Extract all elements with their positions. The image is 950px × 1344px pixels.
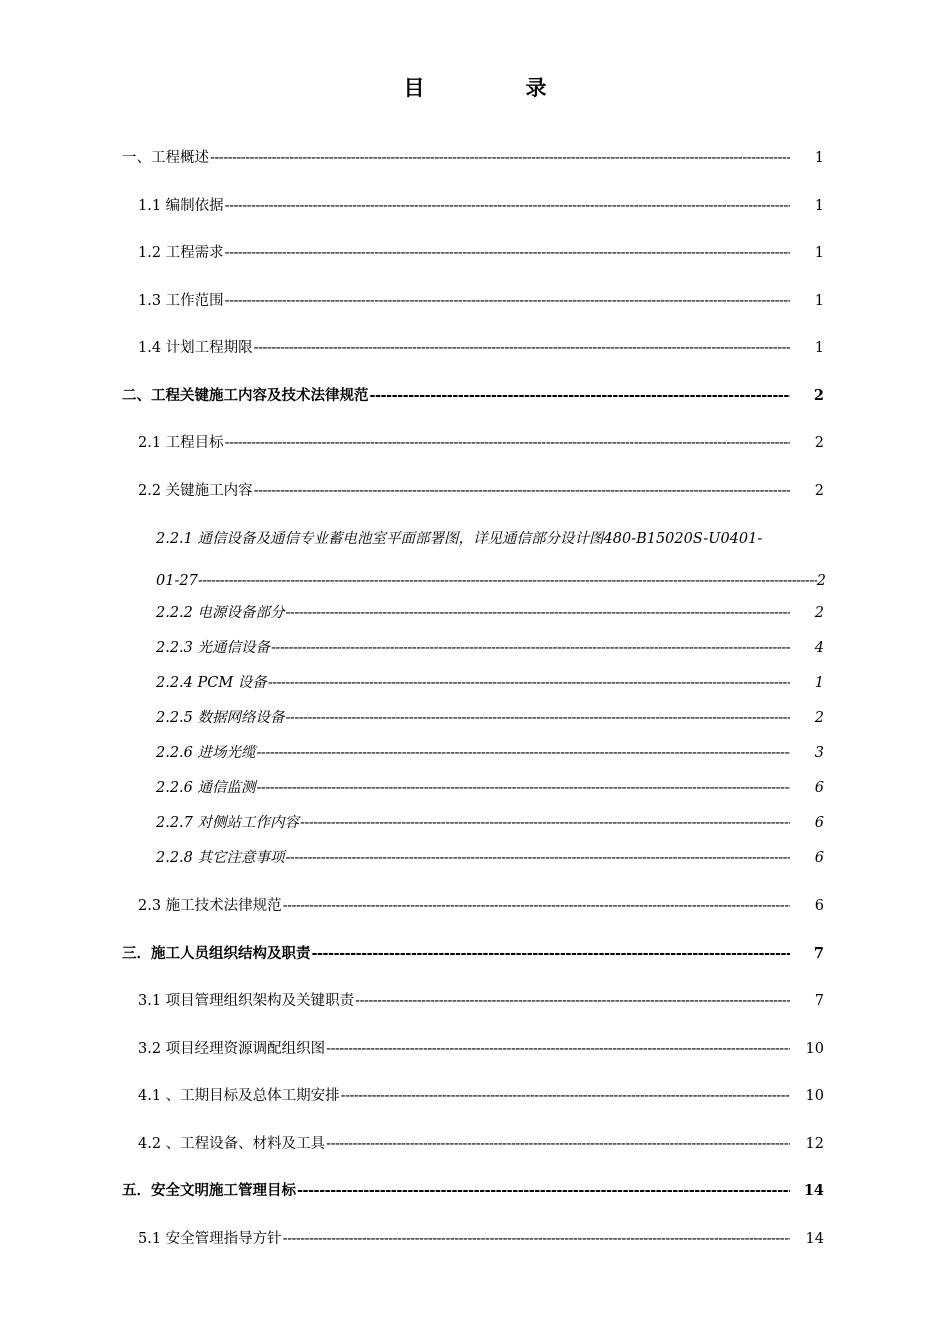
toc-entry[interactable] bbox=[138, 194, 824, 218]
dot-leader bbox=[326, 1037, 790, 1061]
toc-entry[interactable] bbox=[122, 1179, 824, 1203]
toc-page-number: 1 bbox=[814, 675, 824, 691]
dot-leader bbox=[312, 942, 791, 966]
toc-entry-text: 2.2.8 其它注意事项 bbox=[156, 850, 285, 866]
toc-entry[interactable] bbox=[156, 846, 824, 870]
toc-page-number: 1 bbox=[814, 198, 824, 214]
toc-entry-text: 4.2 、工程设备、材料及工具 bbox=[138, 1136, 326, 1152]
toc-entry[interactable] bbox=[138, 241, 824, 265]
toc-entry-text: 1.1 编制依据 bbox=[138, 198, 224, 214]
toc-page-number: 2 bbox=[813, 387, 824, 404]
toc-entry-text: 2.2.4 PCM 设备 bbox=[156, 675, 267, 691]
dot-leader bbox=[198, 569, 817, 593]
toc-entry[interactable] bbox=[138, 894, 824, 918]
toc-entry[interactable] bbox=[138, 989, 824, 1013]
toc-entry[interactable] bbox=[138, 431, 824, 455]
toc-entry-text: 一、工程概述 bbox=[122, 150, 209, 166]
toc-entry-text: 2.2.7 对侧站工作内容 bbox=[156, 815, 300, 831]
dot-leader bbox=[254, 336, 790, 360]
toc-entry-text: 4.1 、工期目标及总体工期安排 bbox=[138, 1088, 340, 1104]
toc-entry[interactable] bbox=[138, 1037, 824, 1061]
toc-entry[interactable] bbox=[122, 146, 824, 170]
toc-page-number: 2 bbox=[816, 573, 826, 589]
dot-leader bbox=[225, 289, 790, 313]
toc-page-number: 2 bbox=[814, 483, 824, 499]
toc-page-number: 14 bbox=[805, 1231, 824, 1247]
toc-entry[interactable] bbox=[156, 706, 824, 730]
toc-entry[interactable] bbox=[138, 289, 824, 313]
toc-entry[interactable] bbox=[138, 479, 824, 503]
toc-entry[interactable] bbox=[138, 1227, 824, 1251]
toc-page-number: 14 bbox=[803, 1182, 824, 1199]
dot-leader bbox=[341, 1084, 790, 1108]
dot-leader bbox=[268, 671, 790, 695]
toc-entry-text-continued: 01-27 bbox=[156, 573, 198, 589]
dot-leader bbox=[297, 1179, 790, 1203]
toc-entry-text: 五．安全文明施工管理目标 bbox=[122, 1182, 296, 1199]
toc-page-number: 6 bbox=[814, 815, 824, 831]
toc-page-number: 7 bbox=[814, 993, 824, 1009]
toc-entry-text: 2.2 关键施工内容 bbox=[138, 483, 253, 499]
dot-leader bbox=[326, 1132, 790, 1156]
toc-entry[interactable] bbox=[156, 636, 824, 660]
toc-page-number: 1 bbox=[814, 340, 824, 356]
toc-entry[interactable] bbox=[138, 1132, 824, 1156]
toc-title: 目 录 bbox=[403, 75, 587, 100]
toc-entry-text: 2.3 施工技术法律规范 bbox=[138, 898, 282, 914]
toc-page-number: 4 bbox=[814, 640, 824, 656]
dot-leader bbox=[370, 384, 791, 408]
toc-entry[interactable] bbox=[156, 741, 824, 765]
toc-entry[interactable] bbox=[122, 942, 824, 966]
toc-page-number: 1 bbox=[814, 245, 824, 261]
dot-leader bbox=[225, 194, 790, 218]
dot-leader bbox=[283, 894, 790, 918]
toc-page-number: 12 bbox=[805, 1136, 824, 1152]
toc-entry-text: 2.2.3 光通信设备 bbox=[156, 640, 271, 656]
dot-leader bbox=[286, 601, 790, 625]
toc-entry-text: 1.2 工程需求 bbox=[138, 245, 224, 261]
toc-entry-text: 3.1 项目管理组织架构及关键职责 bbox=[138, 993, 355, 1009]
dot-leader bbox=[254, 479, 790, 503]
dot-leader bbox=[300, 811, 790, 835]
dot-leader bbox=[286, 846, 790, 870]
toc-entry[interactable] bbox=[156, 811, 824, 835]
dot-leader bbox=[225, 241, 790, 265]
dot-leader bbox=[286, 706, 790, 730]
toc-entry-text: 5.1 安全管理指导方针 bbox=[138, 1231, 282, 1247]
dot-leader bbox=[271, 636, 790, 660]
toc-entry-text: 三．施工人员组织结构及职责 bbox=[122, 945, 311, 962]
toc-page-number: 10 bbox=[805, 1088, 824, 1104]
toc-entry-text: 1.3 工作范围 bbox=[138, 293, 224, 309]
toc-entry[interactable] bbox=[156, 601, 824, 625]
toc-page-number: 6 bbox=[814, 780, 824, 796]
toc-entry[interactable] bbox=[156, 527, 826, 593]
dot-leader bbox=[210, 146, 790, 170]
toc-entry-text: 2.2.5 数据网络设备 bbox=[156, 710, 285, 726]
dot-leader bbox=[355, 989, 790, 1013]
dot-leader bbox=[257, 741, 790, 765]
dot-leader bbox=[257, 776, 790, 800]
toc-page-number: 6 bbox=[814, 898, 824, 914]
toc-page-number: 6 bbox=[814, 850, 824, 866]
dot-leader bbox=[225, 431, 790, 455]
toc-page-number: 7 bbox=[813, 945, 824, 962]
toc-page-number: 1 bbox=[814, 293, 824, 309]
toc-entry[interactable] bbox=[122, 384, 824, 408]
toc-page-number: 2 bbox=[814, 605, 824, 621]
toc-entry[interactable] bbox=[156, 776, 824, 800]
toc-entry-text: 2.2.1 通信设备及通信专业蓄电池室平面部署图，详见通信部分设计图480-B15020S-U0401- bbox=[156, 531, 763, 547]
toc-page-number: 2 bbox=[814, 435, 824, 451]
toc-entry-text: 1.4 计划工程期限 bbox=[138, 340, 253, 356]
toc-entry-text: 2.2.2 电源设备部分 bbox=[156, 605, 285, 621]
toc-entry[interactable] bbox=[138, 1084, 824, 1108]
dot-leader bbox=[283, 1227, 790, 1251]
toc-entry-text: 2.1 工程目标 bbox=[138, 435, 224, 451]
toc-page-number: 10 bbox=[805, 1041, 824, 1057]
toc-entry-text: 3.2 项目经理资源调配组织图 bbox=[138, 1041, 326, 1057]
toc-page-number: 2 bbox=[814, 710, 824, 726]
toc-entry-text: 2.2.6 进场光缆 bbox=[156, 745, 256, 761]
toc-page-number: 3 bbox=[814, 745, 824, 761]
toc-entry-text: 2.2.6 通信监测 bbox=[156, 780, 256, 796]
toc-page-number: 1 bbox=[814, 150, 824, 166]
toc-entry[interactable] bbox=[156, 671, 824, 695]
toc-entry[interactable] bbox=[138, 336, 824, 360]
toc-entry-text: 二、工程关键施工内容及技术法律规范 bbox=[122, 387, 369, 404]
